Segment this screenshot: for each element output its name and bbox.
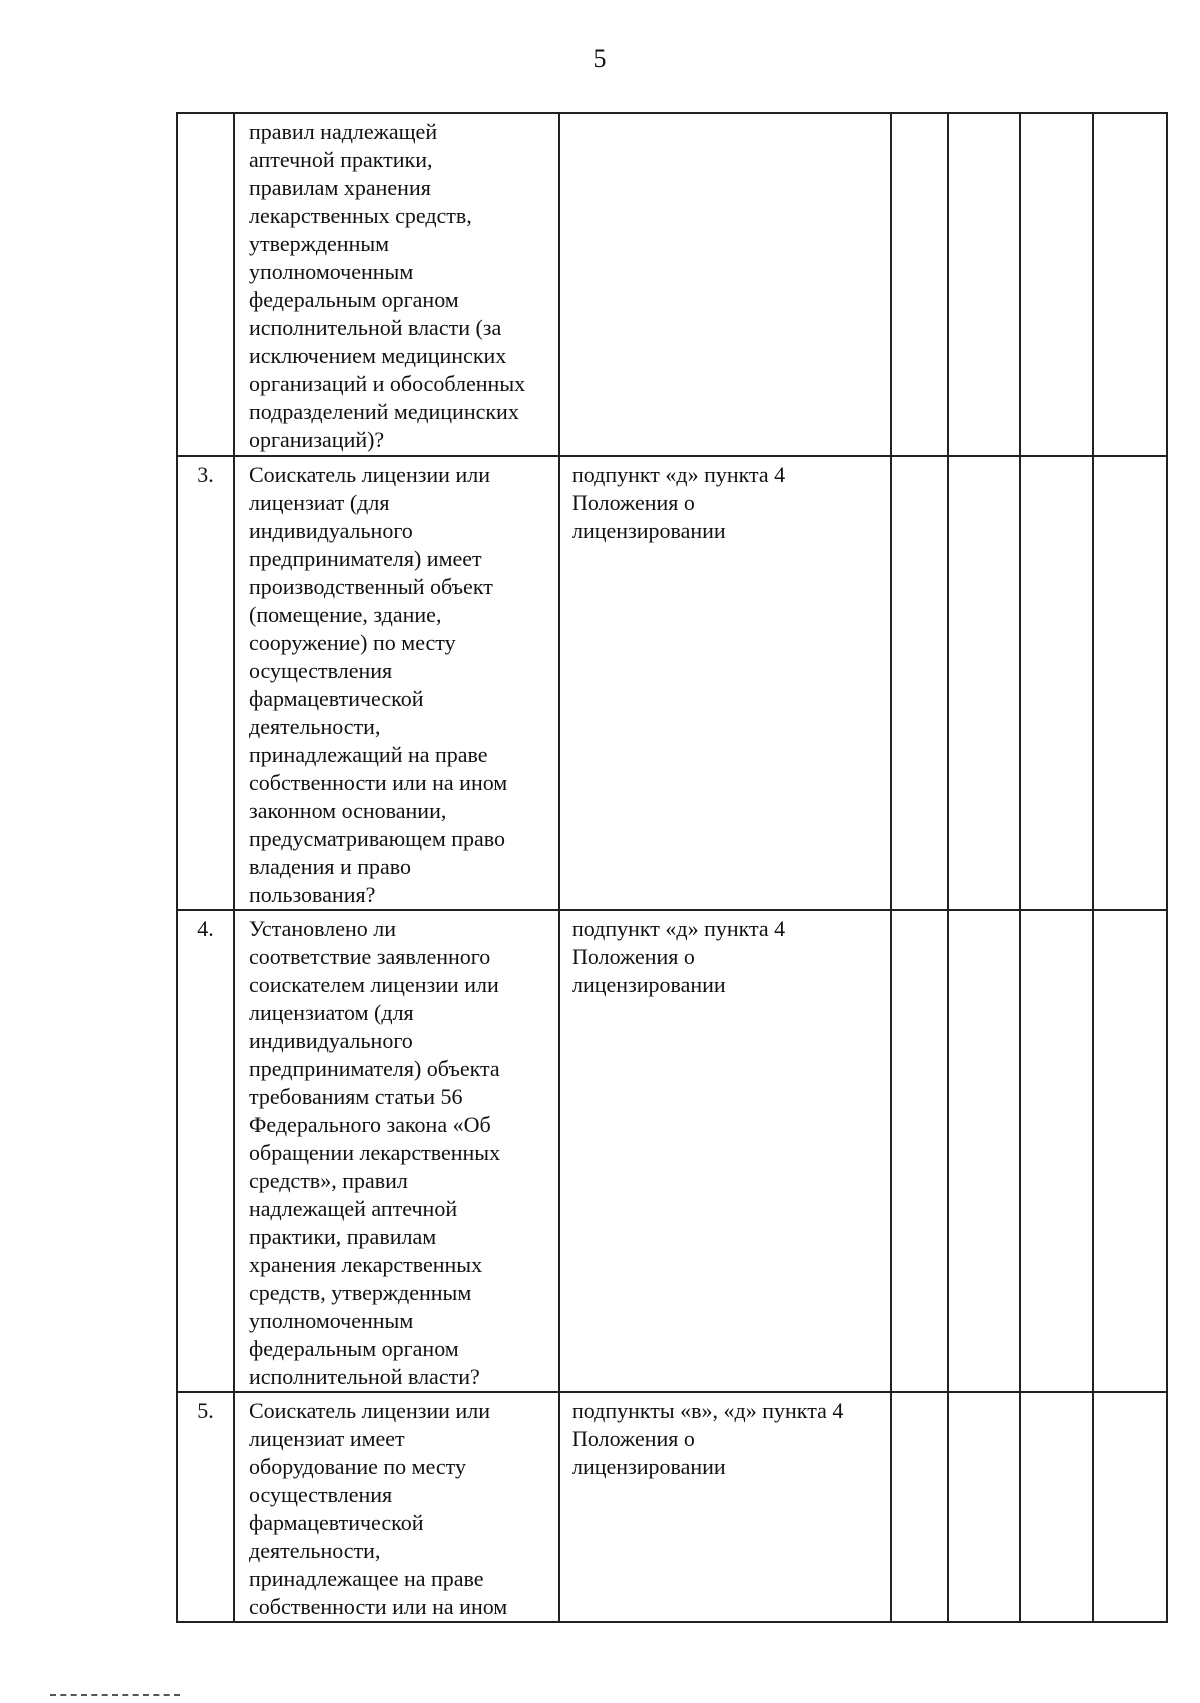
row-number: 5. [177,1392,234,1622]
empty-cell [1093,456,1167,910]
row-number: 3. [177,456,234,910]
legal-reference: подпункты «в», «д» пункта 4 Положения о лицензировании [559,1392,891,1622]
footer-scan-mark [50,1694,180,1698]
empty-cell [1020,456,1093,910]
row-number [177,113,234,456]
legal-reference: подпункт «д» пункта 4 Положения о лицензировании [559,456,891,910]
empty-cell [948,1392,1020,1622]
empty-cell [1093,910,1167,1392]
table-row [177,1392,1167,1622]
legal-reference [559,113,891,456]
legal-reference: подпункт «д» пункта 4 Положения о лицензировании [559,910,891,1392]
page-number: 5 [593,44,607,73]
table-row [177,910,1167,1392]
checklist-table [176,112,1168,1623]
empty-cell [1020,910,1093,1392]
empty-cell [948,910,1020,1392]
question-text: Установлено ли соответствие заявленного соискателем лицензии или лицензиатом (для индивидуального предпринимателя) объекта требованиям статьи 56 Федерального закона «Об обращении лекарственных средств», правил надлежащей аптечной практики, правилам хранения лекарственных средств, утвержденным уполномоченным федеральным органом исполнительной власти? [234,910,559,1392]
question-text: правил надлежащей аптечной практики, правилам хранения лекарственных средств, утвержденным уполномоченным федеральным органом исполнительной власти (за исключением медицинских организаций и обособленных подразделений медицинских организаций)? [234,113,559,456]
empty-cell [948,456,1020,910]
question-text: Соискатель лицензии или лицензиат (для индивидуального предпринимателя) имеет производственный объект (помещение, здание, сооружение) по месту осуществления фармацевтической деятельности, принадлежащий на праве собственности или на ином законном основании, предусматривающем право владения и право пользования? [234,456,559,910]
empty-cell [1020,113,1093,456]
empty-cell [948,113,1020,456]
empty-cell [1093,1392,1167,1622]
empty-cell [1093,113,1167,456]
empty-cell [891,113,948,456]
empty-cell [891,456,948,910]
empty-cell [1020,1392,1093,1622]
row-number: 4. [177,910,234,1392]
question-text: Соискатель лицензии или лицензиат имеет оборудование по месту осуществления фармацевтической деятельности, принадлежащее на праве собственности или на ином [234,1392,559,1622]
table-row [177,456,1167,910]
table-row [177,113,1167,456]
empty-cell [891,910,948,1392]
empty-cell [891,1392,948,1622]
